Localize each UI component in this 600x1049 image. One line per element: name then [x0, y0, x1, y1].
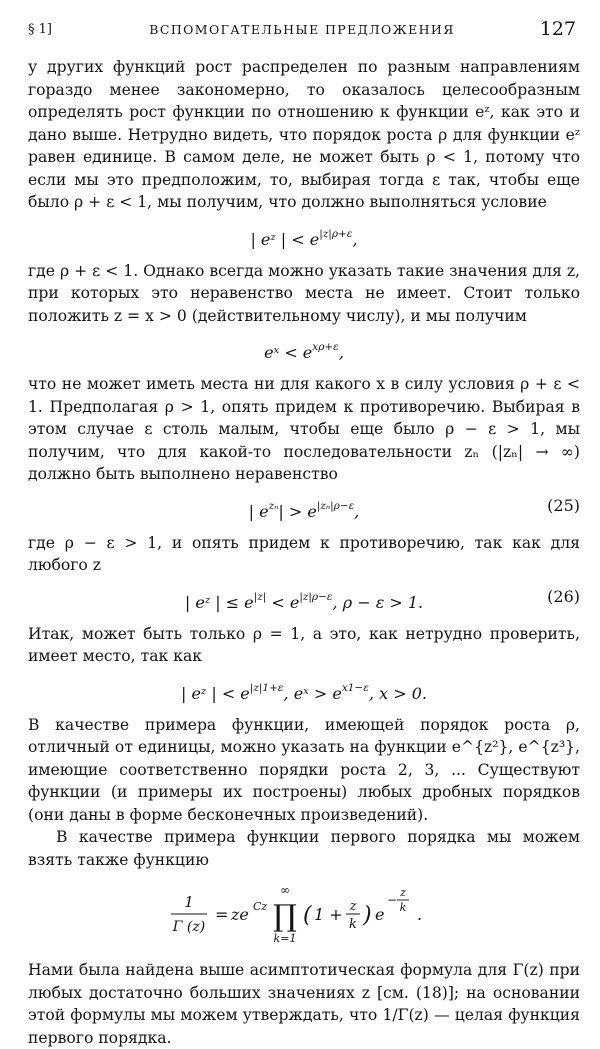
running-header: [28, 18, 576, 48]
formula-gamma-product: [28, 881, 580, 947]
gamma-denominator: Γ (z): [172, 918, 206, 935]
paragraph-1: у других функций рост распределен по разным направлениям гораздо менее закономерно, то оказалось целесообразным определять рост функции по отношению к функции eᶻ, как это и дано выше. Нетрудно видеть, что порядок роста ρ для функции eᶻ равен единице. В самом деле, не может быть ρ < 1, потому что если мы это предположим, то, выбирая тогда ε так, чтобы еще было ρ + ε < 1, мы получим, что должно выполняться условие: [28, 58, 580, 211]
one-plus: 1 +: [314, 904, 343, 924]
paragraph-6: В качестве примера функции, имеющей порядок роста ρ, отличный от единицы, можно указать на функции e^{z²}, e^{z³}, имеющие соответственно порядки роста 2, 3, ... Существуют функции (и примеры их построены) любых дробных порядков (они даны в форме бесконечных произведений).: [28, 715, 580, 824]
left-paren: (: [303, 902, 312, 928]
product-lower-limit: k=1: [273, 931, 297, 945]
inner-frac-num: z: [349, 898, 357, 914]
exp-frac-den: k: [399, 900, 407, 914]
paragraph-3: что не может иметь места ни для какого x в силу условия ρ + ε < 1. Предполагая ρ > 1, опять придем к противоречию. Выбирая в этом случае ε столь малым, чтобы еще было ρ − ε > 1, мы получим, что для какой-то последовательности zₙ (|zₙ| → ∞) должно быть выполнено неравенство: [28, 375, 580, 483]
formula-25: | $e^{z_n}| > e^{|z_n|\rho-\varepsilon}$, (25): [248, 495, 580, 521]
gamma-product-svg: [169, 882, 439, 948]
equation-number-25: (25): [547, 495, 580, 515]
paragraph-5: Итак, может быть только ρ = 1, а это, как нетрудно проверить, имеет место, так как: [28, 624, 580, 665]
z-e-term: ze: [231, 904, 249, 924]
exp-frac-num: z: [400, 885, 406, 899]
formula-inequality-2: eˣ < $e^{x\rho+\varepsilon}$,: [264, 341, 344, 362]
formula-end-period: .: [417, 904, 423, 924]
inner-frac-den: k: [349, 916, 357, 932]
formula-inequality-1: | eᶻ | < $e^{|z|\rho+\varepsilon}$,: [250, 227, 358, 249]
gamma-numerator: 1: [184, 892, 194, 911]
product-upper-limit: ∞: [280, 882, 290, 897]
exp-minus: −: [387, 892, 398, 907]
paragraph-2: где ρ + ε < 1. Однако всегда можно указать такие значения для z, при которых это неравенство места не имеет. Стоит только положить z = x > 0 (действительному числу), и мы получим: [28, 261, 580, 325]
product-symbol: ∏: [273, 898, 297, 934]
paragraph-7: В качестве примера функции первого порядка мы можем взять также функцию: [28, 828, 580, 869]
formula-26: | eᶻ | ≤ $e^{|z|} < e^{|z|\rho-\varepsilon}$, ρ − ε > 1. (26): [184, 586, 580, 612]
section-marker: § 1]: [28, 22, 52, 37]
running-title: ВСПОМОГАТЕЛЬНЫЕ ПРЕДЛОЖЕНИЯ: [149, 22, 455, 37]
cz-exponent: Cz: [253, 899, 268, 913]
formula-order-one: | eᶻ | < $e^{|z|1+\varepsilon}$, eˣ > $e^{x1-\varepsilon}$, x > 0.: [181, 681, 427, 703]
equals-sign: =: [215, 904, 229, 924]
equation-number-26: (26): [547, 586, 580, 606]
paragraph-8: Нами была найдена выше асимптотическая формула для Γ(z) при любых достаточно больших значениях z [см. (18)]; на основании этой формулы мы можем утверждать, что 1/Γ(z) — целая функция первого порядка.: [28, 961, 580, 1047]
page-number: 127: [539, 18, 576, 40]
right-paren: ): [363, 902, 372, 928]
paragraph-4: где ρ − ε > 1, и опять придем к противоречию, так как для любого z: [28, 533, 580, 574]
page-body: [28, 56, 580, 1049]
exp-base-e: e: [375, 904, 385, 924]
